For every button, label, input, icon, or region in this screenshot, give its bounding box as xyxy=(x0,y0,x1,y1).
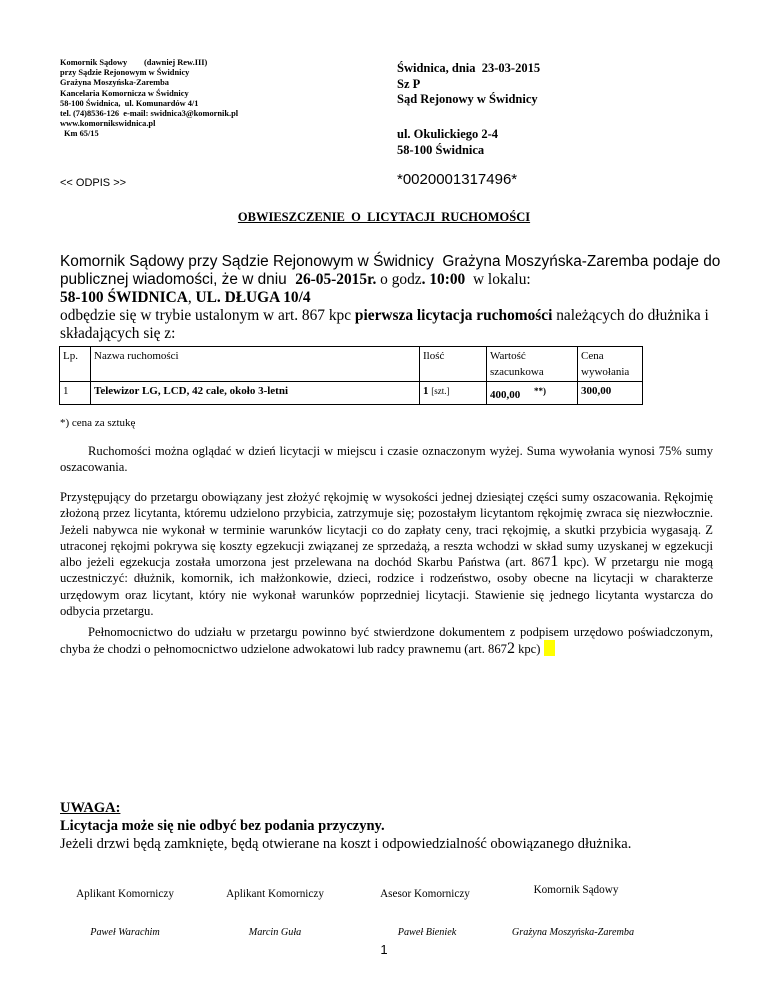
document-date: Świdnica, dnia 23-03-2015 xyxy=(397,61,541,75)
table-row xyxy=(60,382,643,405)
signatory-role: Asesor Komorniczy xyxy=(380,888,470,900)
auction-location: 58-100 ŚWIDNICA, UL. DŁUGA 10/4 xyxy=(60,289,311,306)
intro-line: odbędzie się w trybie ustalonym w art. 867 kpc pierwsza licytacja ruchomości należących do dłużnika i xyxy=(60,307,709,324)
cell-price: 300,00 xyxy=(578,382,643,405)
notice-warning: Licytacja może się nie odbyć bez podania przyczyny. xyxy=(60,818,385,834)
intro-line: publicznej wiadomości, że w dniu 26-05-2015r. o godz. 10:00 w lokalu: xyxy=(60,271,531,288)
header-qty: Ilość xyxy=(420,347,487,382)
recipient-block xyxy=(397,61,697,108)
deposit-paragraph: Przystępujący do przetargu obowiązany jest złożyć rękojmię w wysokości jednej dziesiątej części sumy oszacowania. Rękojmię złożoną przez licytanta, któremu udzielono przybicia, zatrzymuje się; pozostałym licytantom rękojmię zwraca się niezwłocznie. Jeżeli nabywca nie wykonał w terminie warunków licytacji co do zapłaty ceny, traci rękojmię, a skutki przybicia wygasają. Z utraconej rękojmi pokrywa się koszty egzekucji związanej ze sprzedażą, a reszta wchodzi w skład sumy uzyskanej w egzekucji albo jeżeli egzekucja została umorzona jest przelewana na dochód Skarbu Państwa (art. 8671 kpc). W przetargu nie mogą uczestniczyć: dłużnik, komornik, ich małżonkowie, dzieci, rodzice i rodzeństwo, osoby obecne na licytacji w charakterze urzędowym oraz licytant, który nie wykonał warunków poprzedniej licytacji. Stawienie się jednego licytanta wystarcza do odbycia przetargu. xyxy=(60,490,713,619)
header-lp: Lp. xyxy=(60,347,91,382)
table-footnote: *) cena za sztukę xyxy=(60,417,136,429)
signatory-name: Marcin Guła xyxy=(248,927,302,938)
items-table xyxy=(59,346,643,405)
page-number: 1 xyxy=(380,942,388,957)
header-value: Wartość szacunkowa xyxy=(487,347,578,382)
cell-value: 400,00 **) xyxy=(487,382,578,405)
letterhead-line: Komornik Sądowy (dawniej Rew.III) xyxy=(60,58,208,67)
signatory-role: Aplikant Komorniczy xyxy=(226,888,324,900)
header-price: Cena wywołania xyxy=(578,347,643,382)
signatory-role: Aplikant Komorniczy xyxy=(76,888,174,900)
signatory-name: Paweł Warachim xyxy=(90,927,160,938)
letterhead-line: www.komornikswidnica.pl xyxy=(60,119,156,129)
signatory-name: Grażyna Moszyńska-Zaremba xyxy=(511,927,635,938)
letterhead-line: przy Sądzie Rejonowym w Świdnicy xyxy=(60,68,190,78)
cell-lp: 1 xyxy=(60,382,91,405)
recipient-street: ul. Okulickiego 2-4 xyxy=(397,127,499,141)
intro-line: Komornik Sądowy przy Sądzie Rejonowym w Świdnicy Grażyna Moszyńska-Zaremba podaje do xyxy=(60,253,721,270)
power-of-attorney-paragraph: Pełnomocnictwo do udziału w przetargu powinno być stwierdzone dokumentem z podpisem urzędowo poświadczonym, chyba że chodzi o pełnomocnictwo udzielone adwokatowi lub radcy prawnemu (art. 8672 kpc) xyxy=(60,625,713,658)
recipient-salutation: Sz P xyxy=(397,76,421,91)
auction-date: 26-05-2015r. xyxy=(295,271,377,288)
recipient-address xyxy=(397,127,498,158)
barcode-text: *0020001317496* xyxy=(397,171,518,188)
announcement-intro xyxy=(60,253,721,343)
document-title: OBWIESZCZENIE O LICYTACJI RUCHOMOŚCI xyxy=(237,210,531,224)
cell-qty: 1 [szt.] xyxy=(420,382,487,405)
copy-mark: << ODPIS >> xyxy=(60,177,127,189)
letterhead-line: tel. (74)8536-126 e-mail: swidnica3@komornik.pl xyxy=(60,109,239,119)
case-number: Km 65/15 xyxy=(64,129,99,139)
recipient-name: Sąd Rejonowy w Świdnicy xyxy=(397,92,538,106)
notice-heading: UWAGA: xyxy=(60,800,121,816)
table-header-row xyxy=(60,347,643,382)
signatory-name: Paweł Bieniek xyxy=(397,927,457,938)
auction-time: 10:00 xyxy=(425,271,466,288)
letterhead-line: Kancelaria Komornicza w Świdnicy xyxy=(60,88,189,98)
letterhead-line: Grażyna Moszyńska-Zaremba xyxy=(60,78,169,88)
highlight-mark xyxy=(544,640,555,656)
letterhead-line: 58-100 Świdnica, ul. Komunardów 4/1 xyxy=(60,98,199,108)
signatory-role: Komornik Sądowy xyxy=(533,884,619,896)
intro-line: składających się z: xyxy=(60,325,176,342)
bailiff-letterhead xyxy=(60,58,360,140)
recipient-city: 58-100 Świdnica xyxy=(397,142,485,157)
viewing-paragraph: Ruchomości można oglądać w dzień licytacji w miejscu i czasie oznaczonym wyżej. Suma wywołania wynosi 75% sumy oszacowania. xyxy=(60,444,713,475)
notice-warning: Jeżeli drzwi będą zamknięte, będą otwierane na koszt i odpowiedzialność obowiązanego dłużnika. xyxy=(60,836,632,852)
header-name: Nazwa ruchomości xyxy=(91,347,420,382)
cell-name: Telewizor LG, LCD, 42 cale, około 3-letni xyxy=(91,382,420,405)
